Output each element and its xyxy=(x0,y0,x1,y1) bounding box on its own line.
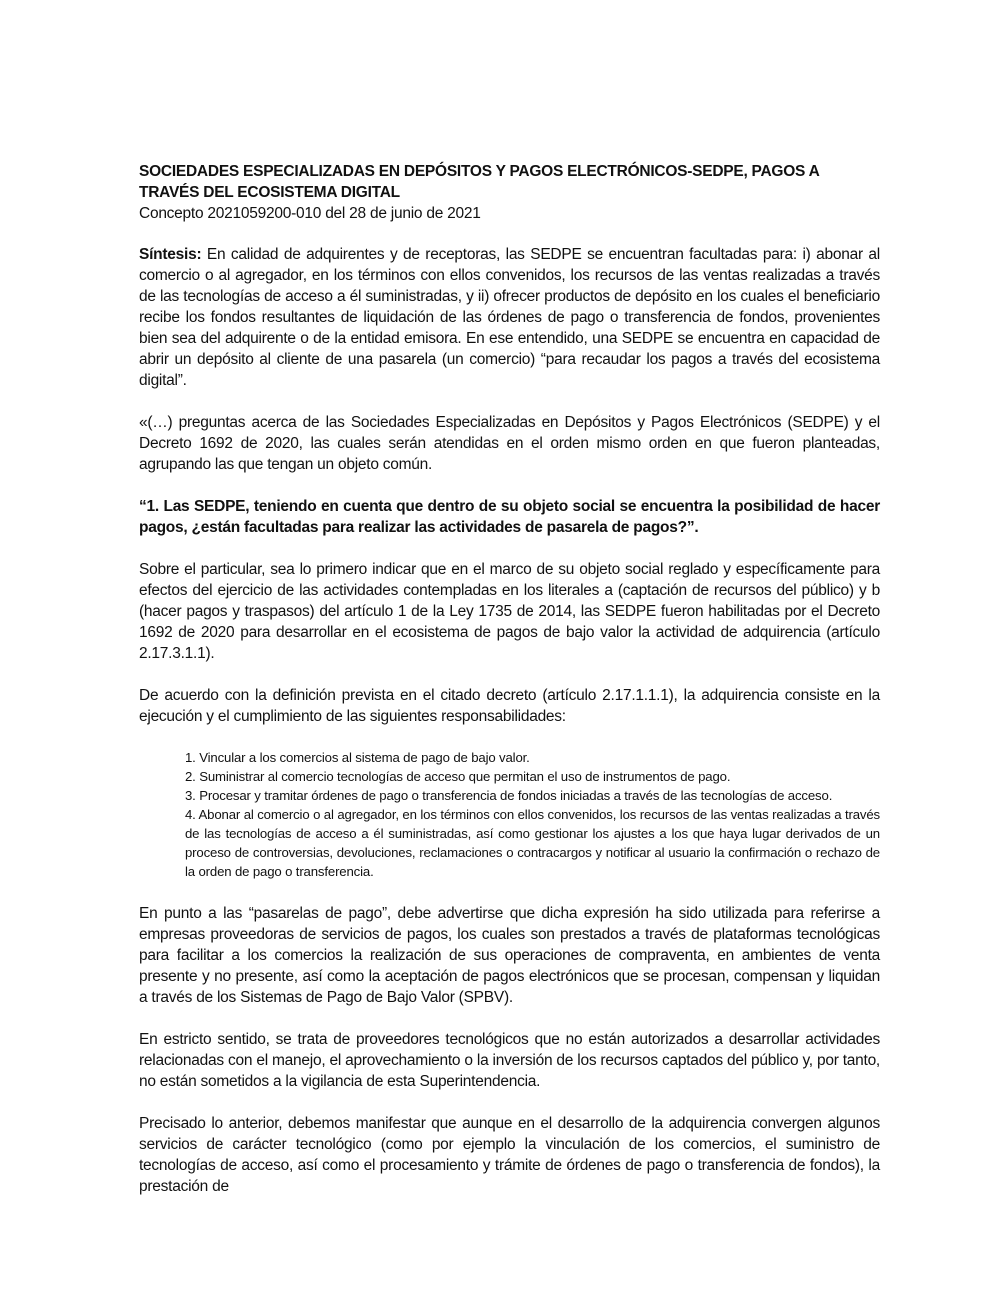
document-page xyxy=(139,161,880,1218)
paragraph-objeto-social: Sobre el particular, sea lo primero indicar que en el marco de su objeto social reglado y específicamente para efectos del ejercicio de las actividades contempladas en los literales a (captación de recursos del público) y b (hacer pagos y traspasos) del artículo 1 de la Ley 1735 de 2014, las SEDPE fueron habilitadas por el Decreto 1692 de 2020 para desarrollar en el ecosistema de pagos de bajo valor la actividad de adquirencia (artículo 2.17.3.1.1). xyxy=(139,561,880,662)
document-title: SOCIEDADES ESPECIALIZADAS EN DEPÓSITOS Y PAGOS ELECTRÓNICOS-SEDPE, PAGOS A TRAVÉS DEL ECOSISTEMA DIGITAL xyxy=(139,163,819,201)
list-item: 1. Vincular a los comercios al sistema de pago de bajo valor. xyxy=(185,750,530,765)
synthesis-text: En calidad de adquirentes y de receptoras, las SEDPE se encuentran facultadas para: i) abonar al comercio o al agregador, en los términos con ellos convenidos, los recursos de las ventas realizadas a través de las tecnologías de acceso a él suministradas, y ii) ofrecer productos de depósito en los cuales el beneficiario recibe los fondos resultantes de liquidación de las órdenes de pago o transferencia de fondos, provenientes bien sea del adquirente o de la entidad emisora. En ese entendido, una SEDPE se encuentra en capacidad de abrir un depósito al cliente de una pasarela (un comercio) “para recaudar los pagos a través del ecosistema digital”. xyxy=(139,246,880,389)
paragraph-definicion-adquirencia: De acuerdo con la definición prevista en el citado decreto (artículo 2.17.1.1.1), la adquirencia consiste en la ejecución y el cumplimiento de las siguientes responsabilidades: xyxy=(139,687,880,725)
synthesis-label: Síntesis: xyxy=(139,246,202,263)
list-item: 4. Abonar al comercio o al agregador, en los términos con ellos convenidos, los recursos de las ventas realizadas a través de las tecnologías de acceso a él suministradas, así como gestionar los ajustes a los que haya lugar derivados de un proceso de controversias, devoluciones, reclamaciones o contracargos y notificar al usuario la confirmación o rechazo de la orden de pago o transferencia. xyxy=(185,807,880,879)
concept-reference: Concepto 2021059200-010 del 28 de junio de 2021 xyxy=(139,205,481,222)
intro-paragraph: «(…) preguntas acerca de las Sociedades Especializadas en Depósitos y Pagos Electrónicos (SEDPE) y el Decreto 1692 de 2020, las cuales serán atendidas en el orden mismo orden en que fueron planteadas, agrupando las que tengan un objeto común. xyxy=(139,414,880,473)
paragraph-pasarelas: En punto a las “pasarelas de pago”, debe advertirse que dicha expresión ha sido utilizada para referirse a empresas proveedoras de servicios de pagos, los cuales son prestados a través de plataformas tecnológicas para facilitar a los comercios la realización de sus operaciones de compraventa, en ambientes de venta presente y no presente, así como la aceptación de pagos electrónicos que se procesan, compensan y liquidan a través de los Sistemas de Pago de Bajo Valor (SPBV). xyxy=(139,905,880,1006)
paragraph-proveedores: En estricto sentido, se trata de proveedores tecnológicos que no están autorizados a desarrollar actividades relacionadas con el manejo, el aprovechamiento o la inversión de los recursos captados del público y, por tanto, no están sometidos a la vigilancia de esta Superintendencia. xyxy=(139,1031,880,1090)
list-item: 2. Suministrar al comercio tecnologías de acceso que permitan el uso de instrumentos de pago. xyxy=(185,769,731,784)
paragraph-precisado: Precisado lo anterior, debemos manifestar que aunque en el desarrollo de la adquirencia convergen algunos servicios de carácter tecnológico (como por ejemplo la vinculación de los comercios, el suministro de tecnologías de acceso, así como el procesamiento y trámite de órdenes de pago o transferencia de fondos), la prestación de xyxy=(139,1115,880,1195)
list-item: 3. Procesar y tramitar órdenes de pago o transferencia de fondos iniciadas a través de las tecnologías de acceso. xyxy=(185,788,833,803)
synthesis-paragraph xyxy=(139,244,880,391)
question-heading: “1. Las SEDPE, teniendo en cuenta que dentro de su objeto social se encuentra la posibilidad de hacer pagos, ¿están facultadas para realizar las actividades de pasarela de pagos?”. xyxy=(139,498,880,536)
responsibilities-list xyxy=(139,748,880,881)
